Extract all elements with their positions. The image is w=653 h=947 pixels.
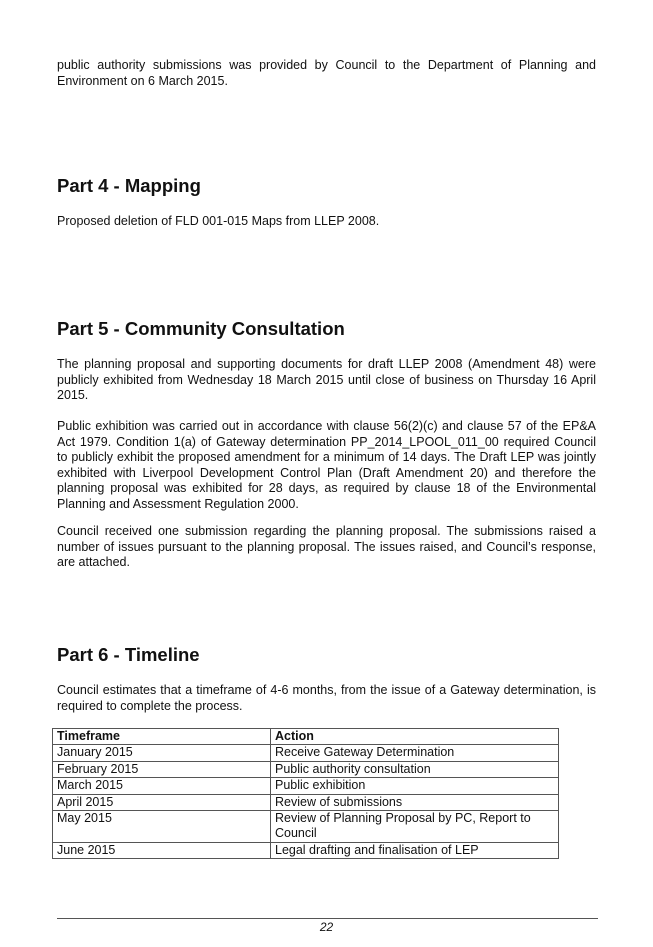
timeframe-cell: January 2015 [53, 745, 271, 761]
footer-divider [57, 918, 598, 919]
heading-part-6-timeline: Part 6 - Timeline [57, 644, 200, 665]
table-row [53, 842, 559, 858]
table-header-row [53, 729, 559, 745]
table-row [53, 761, 559, 777]
continued-paragraph: public authority submissions was provided by Council to the Department of Planning and Environment on 6 March 2015. [57, 58, 596, 88]
column-header-action: Action [271, 729, 559, 745]
action-cell: Review of Planning Proposal by PC, Report to Council [271, 811, 559, 843]
timeframe-cell: March 2015 [53, 778, 271, 794]
consultation-paragraph-2: Public exhibition was carried out in accordance with clause 56(2)(c) and clause 57 of the EP&A Act 1979. Condition 1(a) of Gateway determination PP_2014_LPOOL_011_00 required Council to publicly exhibit the proposed amendment for a minimum of 14 days. The Draft LEP was jointly exhibited with Liverpool Development Control Plan (Draft Amendment 20) and therefore the planning proposal was exhibited for 28 days, as required by clause 18 of the Environmental Planning and Assessment Regulation 2000. [57, 419, 596, 511]
consultation-paragraph-3: Council received one submission regarding the planning proposal. The submissions raised a number of issues pursuant to the planning proposal. The issues raised, and Council’s response, are attached. [57, 524, 596, 570]
column-header-timeframe: Timeframe [53, 729, 271, 745]
table-row [53, 778, 559, 794]
timeline-table [52, 728, 559, 859]
action-cell: Legal drafting and finalisation of LEP [271, 842, 559, 858]
timeframe-cell: June 2015 [53, 842, 271, 858]
page-number: 22 [319, 920, 334, 934]
action-cell: Receive Gateway Determination [271, 745, 559, 761]
action-cell: Public authority consultation [271, 761, 559, 777]
action-cell: Public exhibition [271, 778, 559, 794]
timeframe-cell: February 2015 [53, 761, 271, 777]
table-row [53, 811, 559, 843]
table-row [53, 745, 559, 761]
timeframe-cell: May 2015 [53, 811, 271, 843]
heading-part-5-community-consultation: Part 5 - Community Consultation [57, 318, 345, 339]
consultation-paragraph-1: The planning proposal and supporting documents for draft LLEP 2008 (Amendment 48) were publicly exhibited from Wednesday 18 March 2015 until close of business on Thursday 16 April 2015. [57, 357, 596, 403]
mapping-paragraph: Proposed deletion of FLD 001-015 Maps from LLEP 2008. [57, 214, 380, 228]
table-row [53, 794, 559, 810]
timeline-intro-paragraph: Council estimates that a timeframe of 4-6 months, from the issue of a Gateway determination, is required to complete the process. [57, 683, 596, 713]
heading-part-4-mapping: Part 4 - Mapping [57, 175, 201, 196]
action-cell: Review of submissions [271, 794, 559, 810]
timeframe-cell: April 2015 [53, 794, 271, 810]
